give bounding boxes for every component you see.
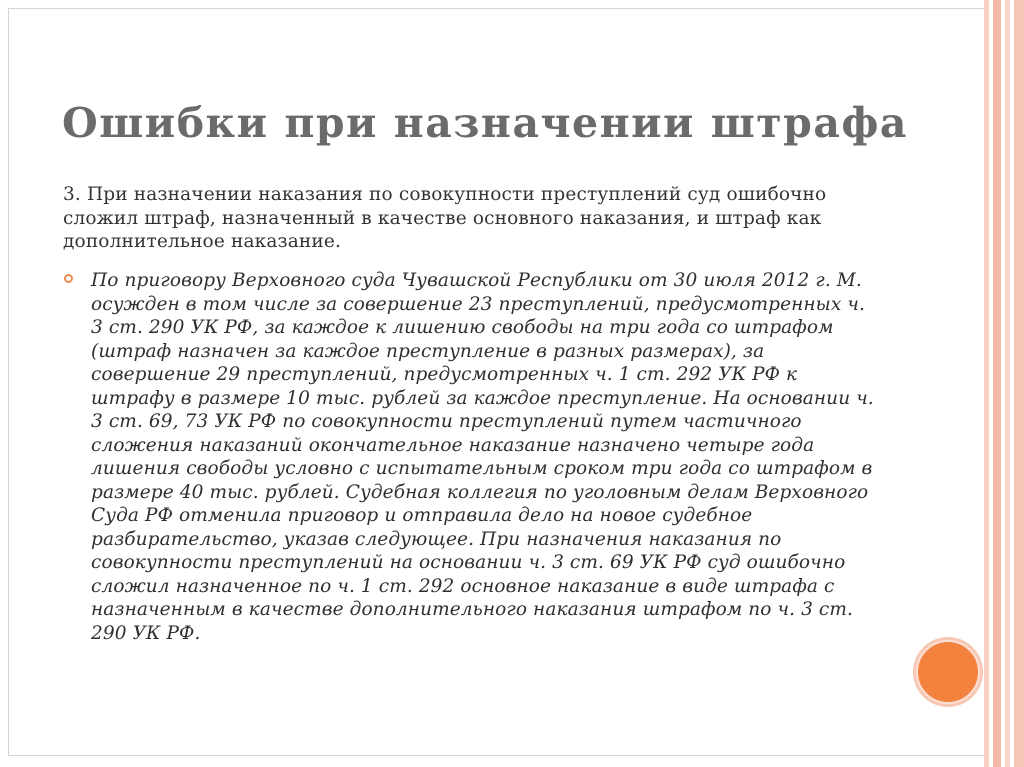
- decorative-stripe: [1005, 0, 1010, 767]
- slide-title: Ошибки при назначении штрафа: [62, 99, 908, 147]
- decorative-stripe: [984, 0, 989, 767]
- intro-paragraph: 3. При назначении наказания по совокупности преступлений суд ошибочно сложил штраф, назначенный в качестве основного наказания, и штраф как дополнительное наказание.: [63, 184, 827, 252]
- bullet-text: По приговору Верховного суда Чувашской Республики от 30 июля 2012 г. М. осужден в том числе за совершение 23 преступлений, предусмотренных ч. 3 ст. 290 УК РФ, за каждое к лишению свободы на три года со штрафом (штраф назначен за каждое преступление в разных размерах), за совершение 29 преступлений, предусмотренных ч. 1 ст. 292 УК РФ к штрафу в размере 10 тыс. рублей за каждое преступление. На основании ч. 3 ст. 69, 73 УК РФ по совокупности преступлений путем частичного сложения наказаний окончательное наказание назначено четыре года лишения свободы условно с испытательным сроком три года со штрафом в размере 40 тыс. рублей. Судебная коллегия по уголовным делам Верховного Суда РФ отменила приговор и отправила дело на новое судебное разбирательство, указав следующее. При назначения наказания по совокупности преступлений на основании ч. 3 ст. 69 УК РФ суд ошибочно сложил назначенное по ч. 1 ст. 292 основное наказание в виде штрафа с назначенным в качестве дополнительного наказания штрафом по ч. 3 ст. 290 УК РФ.: [91, 270, 874, 644]
- circle-outline-icon: [64, 274, 73, 283]
- decorative-stripe: [1014, 0, 1024, 767]
- decorative-stripe: [993, 0, 1001, 767]
- orange-circle-icon: [916, 640, 980, 704]
- bullet-item: [64, 269, 884, 645]
- right-decorative-stripes: [984, 0, 1024, 767]
